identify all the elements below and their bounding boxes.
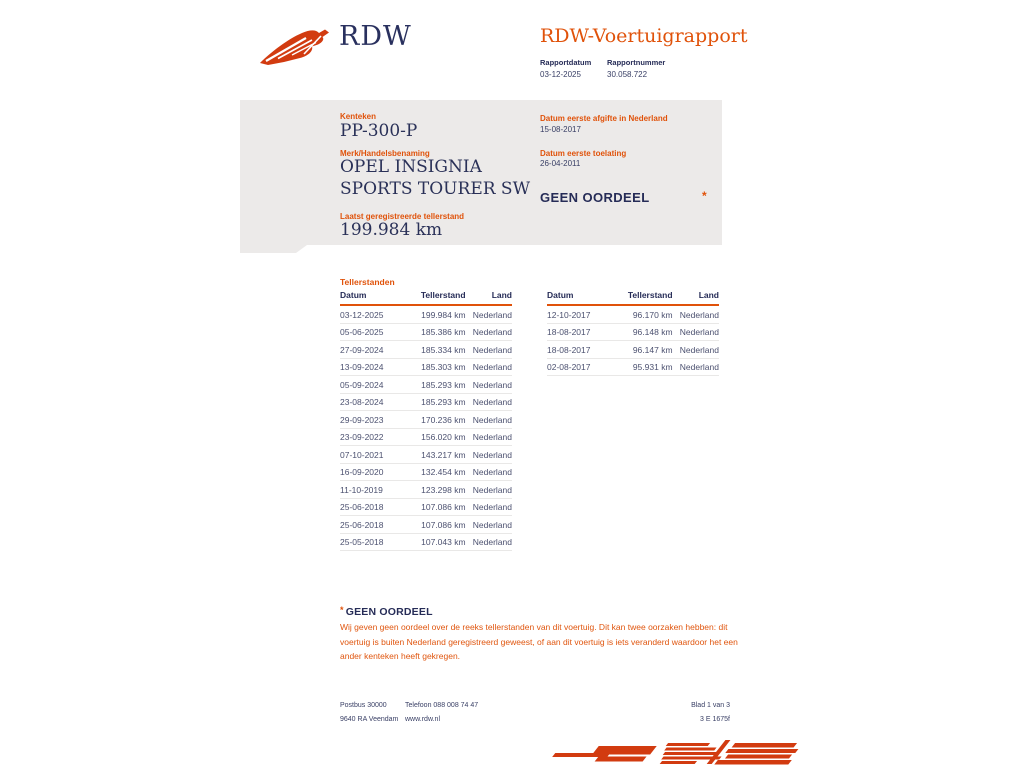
country-cell: Nederland [466,358,512,376]
table-row [340,463,512,481]
table-row [340,376,512,394]
odometer-cell: 96.147 km [611,341,673,359]
date-cell: 05-06-2025 [340,323,404,341]
tellerstand-label: Laatst geregistreerde tellerstand [340,212,465,221]
column-header-tellerstand: Tellerstand [611,290,673,305]
odometer-cell: 170.236 km [404,411,466,429]
odometer-cell: 123.298 km [404,481,466,499]
column-header-land: Land [466,290,512,305]
afgifte-label: Datum eerste afgifte in Nederland [540,114,668,123]
date-cell: 18-08-2017 [547,323,611,341]
verdict-asterisk: * [702,189,707,203]
country-cell: Nederland [466,393,512,411]
odometer-cell: 107.086 km [404,516,466,534]
country-cell: Nederland [466,446,512,464]
country-cell: Nederland [466,341,512,359]
odometer-cell: 143.217 km [404,446,466,464]
date-cell: 11-10-2019 [340,481,404,499]
country-cell: Nederland [673,323,719,341]
tellerstanden-heading: Tellerstanden [340,277,395,287]
country-cell: Nederland [673,341,719,359]
table-row [340,323,512,341]
page-title: RDW-Voertuigrapport [540,25,748,47]
footnote-heading-text: GEEN OORDEEL [345,606,433,618]
table-row [340,498,512,516]
table-row [547,323,719,341]
country-cell: Nederland [673,358,719,376]
odometer-cell: 185.293 km [404,393,466,411]
date-cell: 23-08-2024 [340,393,404,411]
odometer-cell: 185.386 km [404,323,466,341]
toelating-value: 26-04-2011 [540,159,581,168]
odometer-cell: 199.984 km [404,305,466,323]
report-number-value: 30.058.722 [607,70,648,79]
footer-website[interactable]: www.rdw.nl [405,716,441,723]
country-cell: Nederland [466,428,512,446]
country-cell: Nederland [673,305,719,323]
odometer-cell: 107.086 km [404,498,466,516]
odometer-cell: 95.931 km [611,358,673,376]
table-row [340,516,512,534]
country-cell: Nederland [466,463,512,481]
table-row [340,481,512,499]
footer-page-indicator: Blad 1 van 3 [691,702,730,709]
country-cell: Nederland [466,376,512,394]
merk-label: Merk/Handelsbenaming [340,149,430,158]
date-cell: 23-09-2022 [340,428,404,446]
table-header-row [547,290,719,305]
rdw-wing-logo-icon [258,27,334,67]
date-cell: 25-05-2018 [340,533,404,551]
table-row [340,428,512,446]
table-row [547,305,719,323]
odometer-table-left [340,290,512,551]
footer-form-code: 3 E 1675f [700,716,730,723]
table-row [547,358,719,376]
odometer-cell: 96.148 km [611,323,673,341]
odometer-cell: 185.334 km [404,341,466,359]
verdict-text: GEEN OORDEEL [540,190,650,205]
skidmark-graphic-icon [543,738,805,768]
odometer-cell: 185.303 km [404,358,466,376]
date-cell: 25-06-2018 [340,498,404,516]
date-cell: 27-09-2024 [340,341,404,359]
date-cell: 02-08-2017 [547,358,611,376]
odometer-table-right [547,290,719,376]
date-cell: 25-06-2018 [340,516,404,534]
country-cell: Nederland [466,481,512,499]
footer-address [340,699,398,727]
footer-meta [630,699,730,727]
table-row [340,341,512,359]
footer-phone: Telefoon 088 008 74 47 [405,702,479,709]
table-row [340,393,512,411]
footnote-asterisk: * [340,605,344,615]
column-header-tellerstand: Tellerstand [404,290,466,305]
date-cell: 29-09-2023 [340,411,404,429]
date-cell: 18-08-2017 [547,341,611,359]
table-header-row [340,290,512,305]
table-row [340,305,512,323]
tellerstand-value: 199.984 km [340,220,443,240]
odometer-cell: 185.293 km [404,376,466,394]
date-cell: 12-10-2017 [547,305,611,323]
afgifte-value: 15-08-2017 [540,125,581,134]
country-cell: Nederland [466,323,512,341]
toelating-label: Datum eerste toelating [540,149,627,158]
odometer-cell: 156.020 km [404,428,466,446]
odometer-cell: 132.454 km [404,463,466,481]
column-header-datum: Datum [547,290,611,305]
table-row [340,358,512,376]
date-cell: 16-09-2020 [340,463,404,481]
column-header-land: Land [673,290,719,305]
date-cell: 07-10-2021 [340,446,404,464]
table-row [340,411,512,429]
report-date-label: Rapportdatum [540,58,592,67]
country-cell: Nederland [466,305,512,323]
country-cell: Nederland [466,533,512,551]
column-header-datum: Datum [340,290,404,305]
footer-contact [405,699,478,727]
country-cell: Nederland [466,498,512,516]
footer-address-line1: Postbus 30000 [340,702,387,709]
table-row [340,533,512,551]
footnote-heading [340,605,433,618]
footer-address-line2: 9640 RA Veendam [340,716,399,723]
report-date-value: 03-12-2025 [540,70,581,79]
country-cell: Nederland [466,516,512,534]
kenteken-label: Kenteken [340,112,377,121]
kenteken-value: PP-300-P [340,121,418,141]
footnote-body: Wij geven geen oordeel over de reeks tellerstanden van dit voertuig. Dit kan twee oorzaken hebben: dit voertuig is buiten Nederland geregistreerd geweest, of aan dit voertuig is iets veranderd waardoor het een ander kenteken heeft gekregen. [340,622,738,662]
table-row [340,446,512,464]
country-cell: Nederland [466,411,512,429]
table-row [547,341,719,359]
merk-value-line1: OPEL INSIGNIA [340,157,482,177]
odometer-cell: 107.043 km [404,533,466,551]
date-cell: 13-09-2024 [340,358,404,376]
report-number-label: Rapportnummer [607,58,666,67]
rdw-wordmark: RDW [339,21,412,52]
date-cell: 03-12-2025 [340,305,404,323]
merk-value-line2: SPORTS TOURER SW [340,179,531,199]
date-cell: 05-09-2024 [340,376,404,394]
odometer-cell: 96.170 km [611,305,673,323]
